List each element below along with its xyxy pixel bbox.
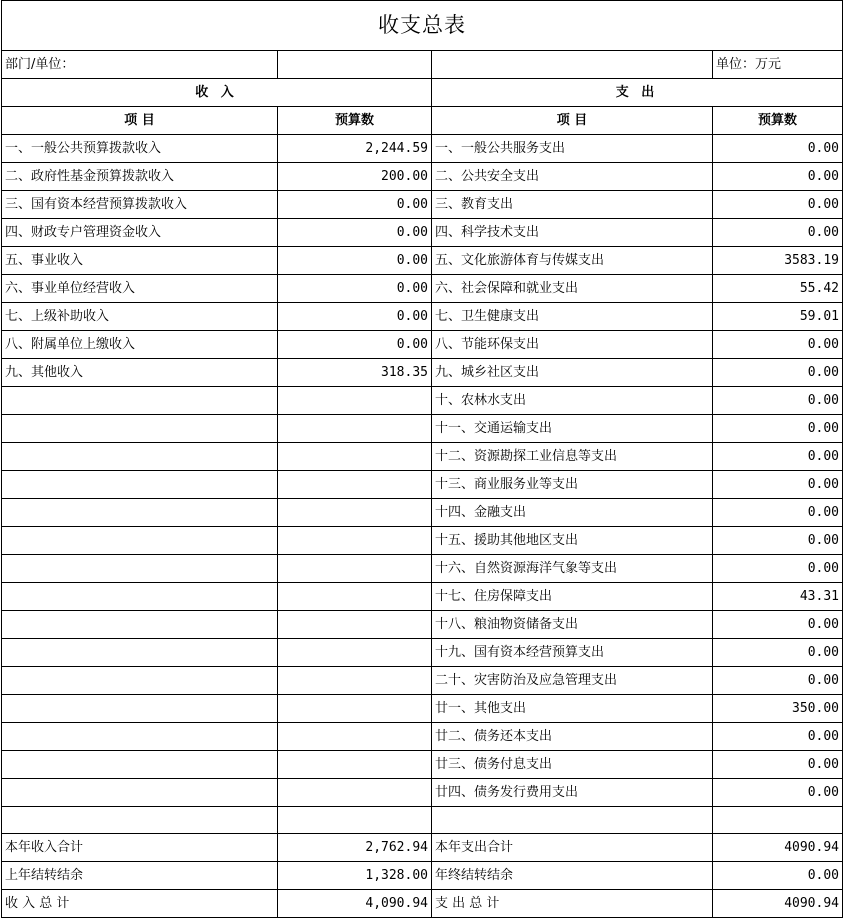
income-item-cell[interactable]: 八、附属单位上缴收入 <box>2 331 278 359</box>
expense-budget-cell[interactable]: 0.00 <box>713 359 843 387</box>
table-row <box>2 387 843 415</box>
expense-budget-cell[interactable]: 0.00 <box>713 751 843 779</box>
table-row <box>2 862 843 890</box>
budget-summary-table <box>1 0 843 918</box>
table-row <box>2 639 843 667</box>
income-budget-cell[interactable]: 0.00 <box>278 219 432 247</box>
income-budget-cell[interactable] <box>278 527 432 555</box>
expense-budget-cell[interactable]: 0.00 <box>713 639 843 667</box>
expense-budget-cell[interactable]: 0.00 <box>713 611 843 639</box>
expense-item-cell[interactable]: 十六、自然资源海洋气象等支出 <box>432 555 713 583</box>
expense-item-cell[interactable]: 九、城乡社区支出 <box>432 359 713 387</box>
department-value-cell[interactable] <box>278 51 432 79</box>
section-header-row <box>2 79 843 107</box>
income-budget-cell[interactable]: 2,244.59 <box>278 135 432 163</box>
expense-item-header: 项 目 <box>432 107 713 135</box>
expense-item-cell[interactable]: 支 出 总 计 <box>432 890 713 918</box>
column-header-row <box>2 107 843 135</box>
table-row <box>2 191 843 219</box>
income-item-cell[interactable] <box>2 471 278 499</box>
table-row <box>2 275 843 303</box>
expense-budget-header: 预算数 <box>713 107 843 135</box>
table-row <box>2 834 843 862</box>
table-row <box>2 527 843 555</box>
income-item-cell[interactable] <box>2 499 278 527</box>
expense-item-cell[interactable]: 八、节能环保支出 <box>432 331 713 359</box>
expense-budget-cell[interactable]: 0.00 <box>713 135 843 163</box>
table-row <box>2 779 843 807</box>
expense-item-cell[interactable]: 十四、金融支出 <box>432 499 713 527</box>
income-item-cell[interactable]: 四、财政专户管理资金收入 <box>2 219 278 247</box>
income-budget-cell[interactable] <box>278 723 432 751</box>
table-row <box>2 583 843 611</box>
income-item-cell[interactable]: 二、政府性基金预算拨款收入 <box>2 163 278 191</box>
table-row <box>2 247 843 275</box>
income-item-cell[interactable] <box>2 583 278 611</box>
expense-item-cell[interactable]: 廿三、债务付息支出 <box>432 751 713 779</box>
expense-budget-cell[interactable]: 0.00 <box>713 723 843 751</box>
expense-item-cell[interactable]: 五、文化旅游体育与传媒支出 <box>432 247 713 275</box>
expense-item-cell[interactable]: 一、一般公共服务支出 <box>432 135 713 163</box>
income-budget-cell[interactable] <box>278 415 432 443</box>
expense-item-cell[interactable]: 六、社会保障和就业支出 <box>432 275 713 303</box>
table-row <box>2 751 843 779</box>
blank-cell[interactable] <box>432 51 713 79</box>
expense-item-cell[interactable]: 十五、援助其他地区支出 <box>432 527 713 555</box>
income-item-cell[interactable] <box>2 387 278 415</box>
expense-budget-cell[interactable]: 0.00 <box>713 443 843 471</box>
income-budget-cell[interactable] <box>278 779 432 807</box>
income-section-header: 收 入 <box>2 79 432 107</box>
income-budget-cell[interactable]: 4,090.94 <box>278 890 432 918</box>
expense-budget-cell[interactable]: 4090.94 <box>713 890 843 918</box>
income-item-cell[interactable] <box>2 751 278 779</box>
income-budget-cell[interactable]: 0.00 <box>278 303 432 331</box>
expense-budget-cell[interactable]: 350.00 <box>713 695 843 723</box>
income-item-cell[interactable] <box>2 415 278 443</box>
income-budget-cell[interactable]: 2,762.94 <box>278 834 432 862</box>
income-budget-cell[interactable] <box>278 471 432 499</box>
income-item-header: 项 目 <box>2 107 278 135</box>
income-budget-cell[interactable]: 0.00 <box>278 191 432 219</box>
expense-item-cell[interactable]: 十九、国有资本经营预算支出 <box>432 639 713 667</box>
department-label: 部门/单位： <box>2 51 278 79</box>
department-row <box>2 51 843 79</box>
income-budget-cell[interactable]: 200.00 <box>278 163 432 191</box>
income-item-cell[interactable] <box>2 555 278 583</box>
expense-item-cell[interactable]: 廿一、其他支出 <box>432 695 713 723</box>
income-budget-cell[interactable] <box>278 695 432 723</box>
expense-item-cell[interactable]: 廿四、债务发行费用支出 <box>432 779 713 807</box>
table-row <box>2 163 843 191</box>
table-row <box>2 890 843 918</box>
table-row <box>2 667 843 695</box>
table-row <box>2 499 843 527</box>
expense-budget-cell[interactable]: 0.00 <box>713 667 843 695</box>
income-budget-cell[interactable]: 0.00 <box>278 331 432 359</box>
income-budget-header: 预算数 <box>278 107 432 135</box>
expense-item-cell[interactable]: 十二、资源勘探工业信息等支出 <box>432 443 713 471</box>
income-item-cell[interactable]: 九、其他收入 <box>2 359 278 387</box>
table-row <box>2 219 843 247</box>
income-budget-cell[interactable] <box>278 387 432 415</box>
income-item-cell[interactable]: 六、事业单位经营收入 <box>2 275 278 303</box>
expense-section-header: 支 出 <box>432 79 843 107</box>
income-item-cell[interactable]: 三、国有资本经营预算拨款收入 <box>2 191 278 219</box>
expense-budget-cell[interactable]: 0.00 <box>713 527 843 555</box>
income-budget-cell[interactable] <box>278 639 432 667</box>
expense-item-cell[interactable]: 廿二、债务还本支出 <box>432 723 713 751</box>
unit-label: 单位：万元 <box>713 51 843 79</box>
income-item-cell[interactable] <box>2 611 278 639</box>
expense-budget-cell[interactable]: 43.31 <box>713 583 843 611</box>
table-row <box>2 695 843 723</box>
expense-budget-cell[interactable]: 3583.19 <box>713 247 843 275</box>
income-item-cell[interactable] <box>2 639 278 667</box>
table-row <box>2 471 843 499</box>
table-row <box>2 611 843 639</box>
expense-budget-cell[interactable]: 55.42 <box>713 275 843 303</box>
table-row <box>2 415 843 443</box>
income-budget-cell[interactable] <box>278 583 432 611</box>
income-budget-cell[interactable]: 318.35 <box>278 359 432 387</box>
expense-item-cell[interactable]: 十三、商业服务业等支出 <box>432 471 713 499</box>
expense-item-cell[interactable]: 十、农林水支出 <box>432 387 713 415</box>
income-item-cell[interactable]: 七、上级补助收入 <box>2 303 278 331</box>
income-budget-cell[interactable] <box>278 499 432 527</box>
expense-budget-cell[interactable]: 59.01 <box>713 303 843 331</box>
income-budget-cell[interactable]: 0.00 <box>278 247 432 275</box>
expense-item-cell[interactable] <box>432 807 713 834</box>
income-item-cell[interactable] <box>2 443 278 471</box>
table-row <box>2 359 843 387</box>
expense-budget-cell[interactable]: 0.00 <box>713 555 843 583</box>
expense-budget-cell[interactable]: 0.00 <box>713 779 843 807</box>
income-item-cell[interactable] <box>2 807 278 834</box>
expense-budget-cell[interactable]: 0.00 <box>713 471 843 499</box>
table-row <box>2 555 843 583</box>
income-budget-cell[interactable] <box>278 807 432 834</box>
income-item-cell[interactable]: 收 入 总 计 <box>2 890 278 918</box>
table-row <box>2 443 843 471</box>
income-item-cell[interactable] <box>2 723 278 751</box>
income-item-cell[interactable] <box>2 779 278 807</box>
expense-item-cell[interactable]: 十一、交通运输支出 <box>432 415 713 443</box>
table-row <box>2 807 843 834</box>
page-title: 收支总表 <box>2 1 843 51</box>
income-budget-cell[interactable] <box>278 667 432 695</box>
expense-budget-cell[interactable]: 0.00 <box>713 331 843 359</box>
income-item-cell[interactable] <box>2 667 278 695</box>
expense-budget-cell[interactable]: 0.00 <box>713 862 843 890</box>
expense-budget-cell[interactable]: 0.00 <box>713 415 843 443</box>
expense-item-cell[interactable]: 四、科学技术支出 <box>432 219 713 247</box>
expense-budget-cell[interactable]: 4090.94 <box>713 834 843 862</box>
income-budget-cell[interactable]: 1,328.00 <box>278 862 432 890</box>
expense-item-cell[interactable]: 二、公共安全支出 <box>432 163 713 191</box>
income-item-cell[interactable]: 上年结转结余 <box>2 862 278 890</box>
expense-item-cell[interactable]: 十八、粮油物资储备支出 <box>432 611 713 639</box>
income-budget-cell[interactable] <box>278 443 432 471</box>
income-item-cell[interactable]: 一、一般公共预算拨款收入 <box>2 135 278 163</box>
income-budget-cell[interactable] <box>278 611 432 639</box>
expense-budget-cell[interactable]: 0.00 <box>713 219 843 247</box>
expense-budget-cell[interactable]: 0.00 <box>713 387 843 415</box>
income-item-cell[interactable] <box>2 527 278 555</box>
income-budget-cell[interactable] <box>278 751 432 779</box>
income-item-cell[interactable] <box>2 695 278 723</box>
table-row <box>2 723 843 751</box>
expense-budget-cell[interactable]: 0.00 <box>713 191 843 219</box>
table-row <box>2 303 843 331</box>
expense-item-cell[interactable]: 本年支出合计 <box>432 834 713 862</box>
expense-budget-cell[interactable]: 0.00 <box>713 499 843 527</box>
income-budget-cell[interactable] <box>278 555 432 583</box>
title-row <box>2 1 843 51</box>
expense-budget-cell[interactable] <box>713 807 843 834</box>
income-item-cell[interactable]: 五、事业收入 <box>2 247 278 275</box>
expense-item-cell[interactable]: 年终结转结余 <box>432 862 713 890</box>
expense-item-cell[interactable]: 七、卫生健康支出 <box>432 303 713 331</box>
expense-item-cell[interactable]: 二十、灾害防治及应急管理支出 <box>432 667 713 695</box>
table-row <box>2 331 843 359</box>
expense-item-cell[interactable]: 十七、住房保障支出 <box>432 583 713 611</box>
expense-item-cell[interactable]: 三、教育支出 <box>432 191 713 219</box>
expense-budget-cell[interactable]: 0.00 <box>713 163 843 191</box>
income-budget-cell[interactable]: 0.00 <box>278 275 432 303</box>
income-item-cell[interactable]: 本年收入合计 <box>2 834 278 862</box>
table-row <box>2 135 843 163</box>
